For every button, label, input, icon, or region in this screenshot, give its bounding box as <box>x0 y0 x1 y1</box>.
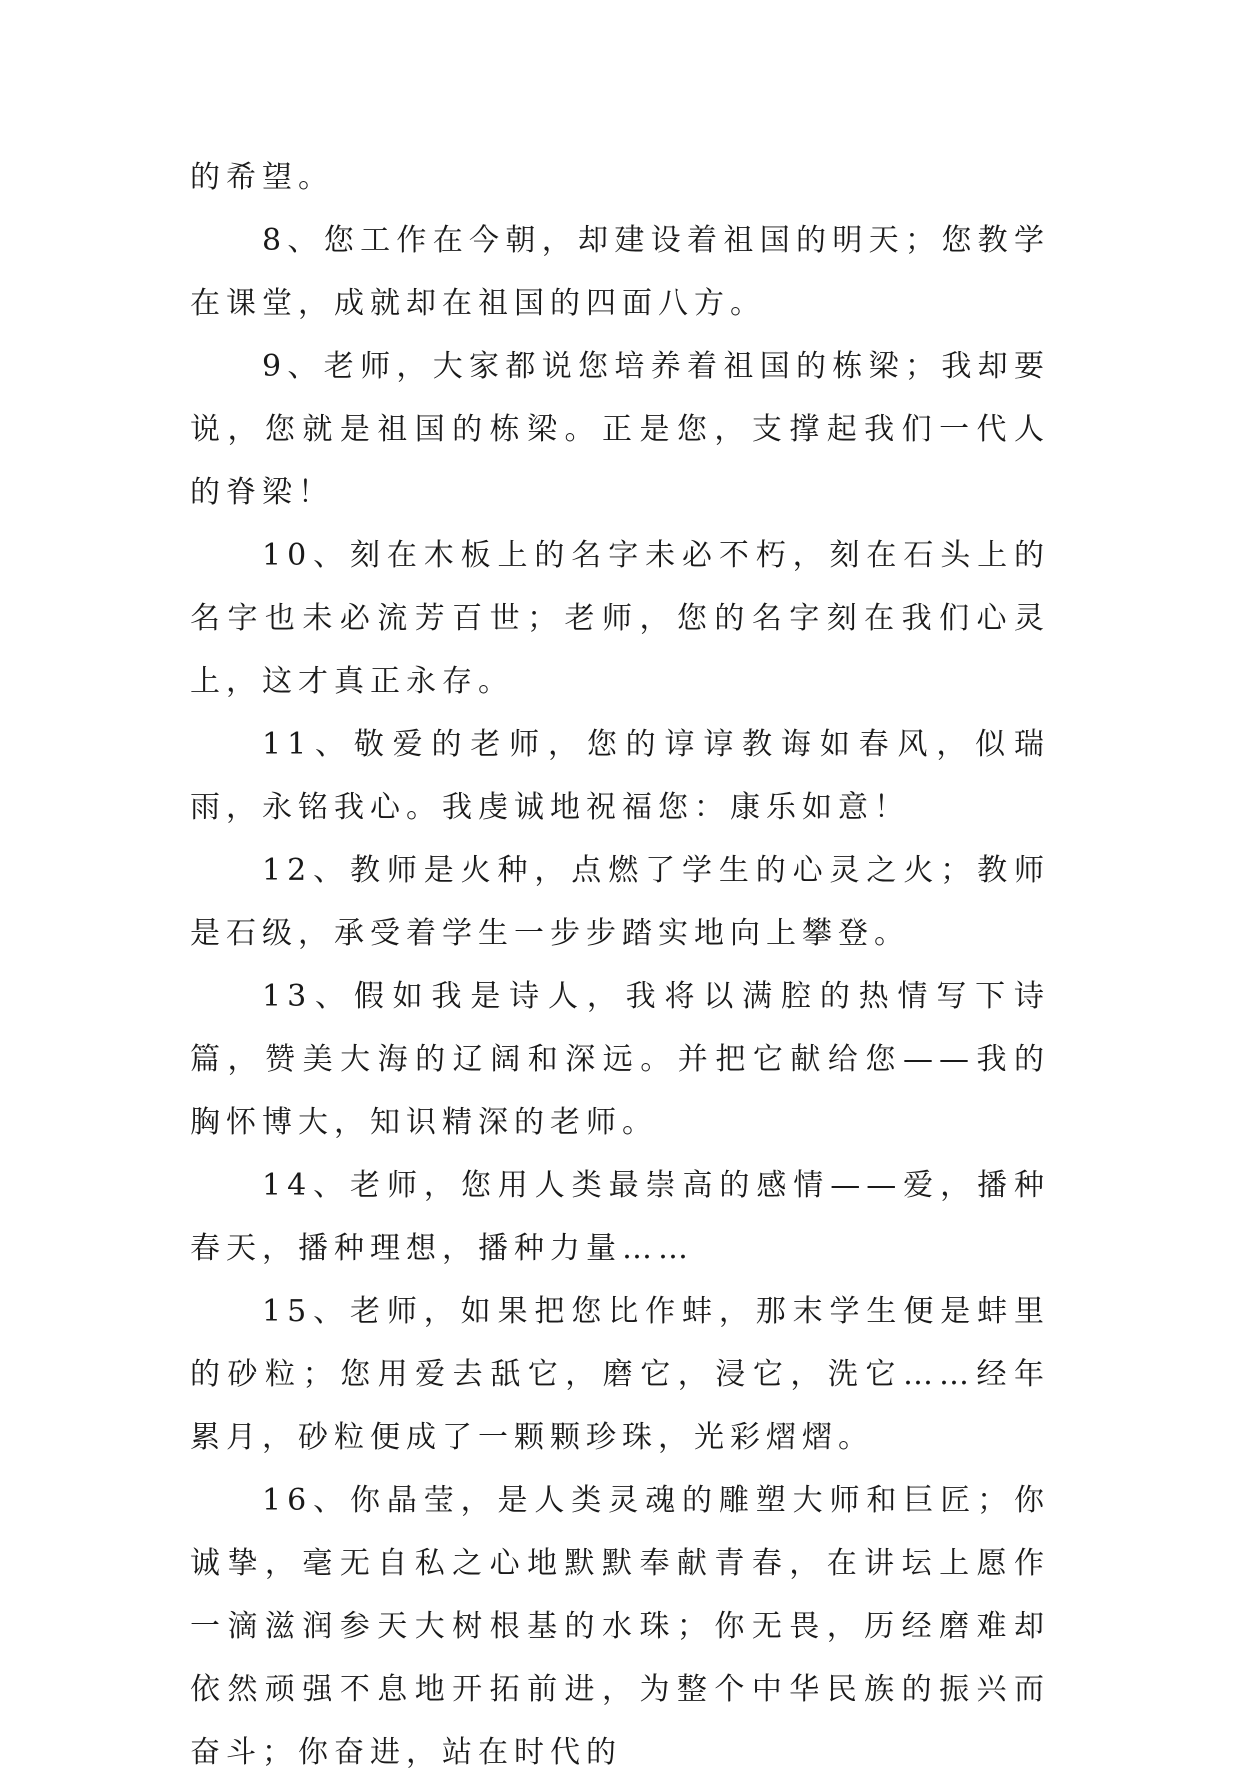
paragraph-item-10: 10、刻在木板上的名字未必不朽，刻在石头上的名字也未必流芳百世；老师，您的名字刻在我们心灵上，这才真正永存。 <box>190 538 1050 699</box>
paragraph-item-12: 12、教师是火种，点燃了学生的心灵之火；教师是石级，承受着学生一步步踏实地向上攀登。 <box>190 853 1050 951</box>
paragraph-item-8: 8、您工作在今朝，却建设着祖国的明天；您教学在课堂，成就却在祖国的四面八方。 <box>190 223 1050 321</box>
paragraph-item-14: 14、老师，您用人类最崇高的感情——爱，播种春天，播种理想，播种力量…… <box>190 1168 1050 1266</box>
paragraph-item-13: 13、假如我是诗人，我将以满腔的热情写下诗篇，赞美大海的辽阔和深远。并把它献给您——我的胸怀博大，知识精深的老师。 <box>190 979 1050 1140</box>
paragraph-item-11: 11、敬爱的老师，您的谆谆教诲如春风，似瑞雨，永铭我心。我虔诚地祝福您：康乐如意！ <box>190 727 1050 825</box>
paragraph-item-15: 15、老师，如果把您比作蚌，那末学生便是蚌里的砂粒；您用爱去舐它，磨它，浸它，洗它……经年累月，砂粒便成了一颗颗珍珠，光彩熠熠。 <box>190 1294 1050 1455</box>
paragraph-item-9: 9、老师，大家都说您培养着祖国的栋梁；我却要说，您就是祖国的栋梁。正是您，支撑起我们一代人的脊梁！ <box>190 349 1050 510</box>
paragraph-item-16: 16、你晶莹，是人类灵魂的雕塑大师和巨匠；你诚挚，毫无自私之心地默默奉献青春，在讲坛上愿作一滴滋润参天大树根基的水珠；你无畏，历经磨难却依然顽强不息地开拓前进，为整个中华民族的振兴而奋斗；你奋进，站在时代的 <box>190 1483 1050 1770</box>
paragraph-continuation: 的希望。 <box>190 160 334 195</box>
document-body <box>190 146 1050 1784</box>
